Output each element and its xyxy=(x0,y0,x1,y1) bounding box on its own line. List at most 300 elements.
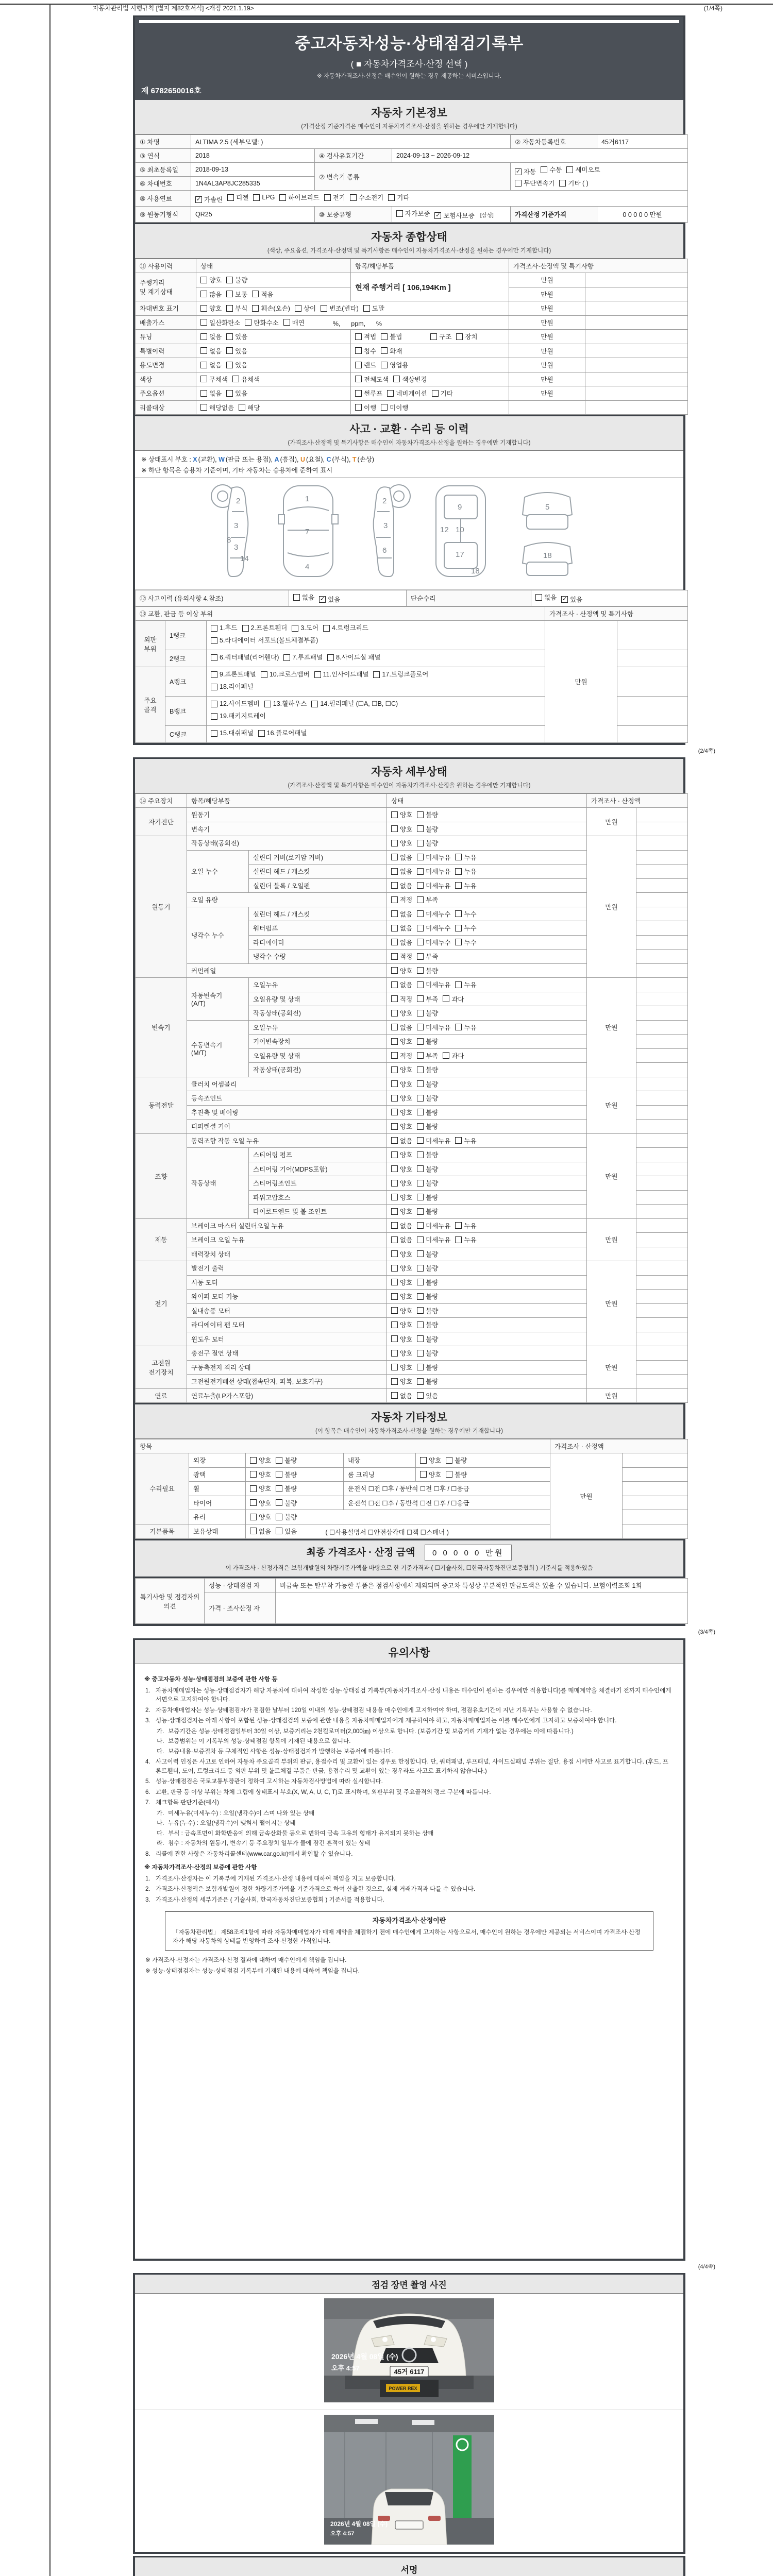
unchecked-checkbox-icon[interactable] xyxy=(430,333,437,340)
unchecked-checkbox-icon[interactable] xyxy=(417,1109,424,1115)
checkbox-option[interactable] xyxy=(391,1263,412,1273)
checkbox-option[interactable] xyxy=(283,652,323,663)
checkbox-option[interactable] xyxy=(391,1164,412,1174)
unchecked-checkbox-icon[interactable] xyxy=(393,376,400,382)
unchecked-checkbox-icon[interactable] xyxy=(417,1321,424,1328)
checkbox-option[interactable] xyxy=(200,360,222,369)
checkbox-option[interactable] xyxy=(420,1470,441,1479)
checkbox-option[interactable] xyxy=(446,1455,467,1465)
checkbox-option[interactable] xyxy=(295,303,316,313)
checked-checkbox-icon[interactable]: ✓ xyxy=(320,596,325,602)
checkbox-option[interactable] xyxy=(211,623,238,634)
checkbox-option[interactable] xyxy=(391,1334,412,1344)
checkbox-option[interactable] xyxy=(381,346,402,355)
checkbox-option[interactable] xyxy=(261,669,310,680)
unchecked-checkbox-icon[interactable] xyxy=(446,1457,452,1464)
unchecked-checkbox-icon[interactable] xyxy=(391,1052,398,1059)
checkbox-option[interactable] xyxy=(391,1093,412,1103)
unchecked-checkbox-icon[interactable] xyxy=(211,637,217,644)
checkbox-option[interactable] xyxy=(226,346,247,355)
checkbox-option[interactable] xyxy=(417,1164,438,1174)
checkbox-option[interactable] xyxy=(417,938,450,947)
unchecked-checkbox-icon[interactable] xyxy=(276,1514,282,1520)
checkbox-option[interactable] xyxy=(559,178,588,188)
unchecked-checkbox-icon[interactable] xyxy=(391,1307,398,1314)
unchecked-checkbox-icon[interactable] xyxy=(417,1265,424,1272)
unchecked-checkbox-icon[interactable] xyxy=(417,1010,424,1016)
checkbox-option[interactable] xyxy=(417,810,438,819)
checkbox-option[interactable] xyxy=(242,623,288,634)
unchecked-checkbox-icon[interactable] xyxy=(211,713,217,720)
checkbox-option[interactable] xyxy=(250,1527,271,1536)
checkbox-option[interactable] xyxy=(455,1235,476,1244)
unchecked-checkbox-icon[interactable] xyxy=(391,868,398,875)
checkbox-option[interactable] xyxy=(226,303,247,313)
checkbox-option[interactable] xyxy=(250,1455,271,1465)
checkbox-option[interactable] xyxy=(455,938,476,947)
checkbox-option[interactable] xyxy=(417,895,438,904)
unchecked-checkbox-icon[interactable] xyxy=(420,1471,427,1478)
checkbox-option[interactable] xyxy=(393,375,427,384)
unchecked-checkbox-icon[interactable] xyxy=(245,319,251,326)
checkbox-option[interactable] xyxy=(515,178,554,188)
checkbox-option[interactable] xyxy=(391,853,412,862)
unchecked-checkbox-icon[interactable] xyxy=(200,305,207,312)
unchecked-checkbox-icon[interactable] xyxy=(417,967,424,974)
checkbox-option[interactable] xyxy=(200,346,222,355)
unchecked-checkbox-icon[interactable] xyxy=(443,995,449,1002)
unchecked-checkbox-icon[interactable] xyxy=(276,1485,282,1492)
checkbox-option[interactable] xyxy=(417,1008,438,1018)
checkbox-option[interactable] xyxy=(391,952,412,961)
checkbox-option[interactable] xyxy=(226,290,247,299)
checkbox-option[interactable] xyxy=(258,728,307,739)
unchecked-checkbox-icon[interactable] xyxy=(417,1222,424,1229)
unchecked-checkbox-icon[interactable] xyxy=(200,404,207,411)
unchecked-checkbox-icon[interactable] xyxy=(391,981,398,988)
unchecked-checkbox-icon[interactable] xyxy=(226,277,233,283)
unchecked-checkbox-icon[interactable] xyxy=(363,305,370,312)
unchecked-checkbox-icon[interactable] xyxy=(391,1293,398,1300)
unchecked-checkbox-icon[interactable] xyxy=(455,1137,462,1144)
unchecked-checkbox-icon[interactable] xyxy=(417,1364,424,1370)
unchecked-checkbox-icon[interactable] xyxy=(420,1457,427,1464)
checkbox-option[interactable] xyxy=(446,1470,467,1479)
unchecked-checkbox-icon[interactable] xyxy=(355,404,362,411)
checkbox-option[interactable] xyxy=(327,652,380,663)
checkbox-option[interactable] xyxy=(200,318,240,327)
unchecked-checkbox-icon[interactable] xyxy=(417,995,424,1002)
checkbox-option[interactable] xyxy=(391,1306,412,1315)
unchecked-checkbox-icon[interactable] xyxy=(211,671,217,678)
unchecked-checkbox-icon[interactable] xyxy=(283,654,290,661)
unchecked-checkbox-icon[interactable] xyxy=(446,1471,452,1478)
unchecked-checkbox-icon[interactable] xyxy=(355,333,362,340)
checkbox-option[interactable] xyxy=(417,838,438,848)
unchecked-checkbox-icon[interactable] xyxy=(391,1151,398,1158)
unchecked-checkbox-icon[interactable] xyxy=(455,981,462,988)
checkbox-option[interactable] xyxy=(391,1221,412,1230)
unchecked-checkbox-icon[interactable] xyxy=(432,390,439,397)
unchecked-checkbox-icon[interactable] xyxy=(417,1038,424,1045)
unchecked-checkbox-icon[interactable] xyxy=(200,277,207,283)
unchecked-checkbox-icon[interactable] xyxy=(456,333,463,340)
unchecked-checkbox-icon[interactable] xyxy=(327,654,334,661)
checkbox-option[interactable] xyxy=(226,360,247,369)
unchecked-checkbox-icon[interactable] xyxy=(417,1307,424,1314)
checkbox-option[interactable] xyxy=(391,1150,412,1159)
checkbox-option[interactable] xyxy=(211,635,318,646)
checkbox-option[interactable] xyxy=(417,1221,450,1230)
unchecked-checkbox-icon[interactable] xyxy=(535,594,542,601)
checkbox-option[interactable] xyxy=(417,1108,438,1117)
checkbox-option[interactable] xyxy=(391,994,412,1004)
checkbox-option[interactable] xyxy=(391,1051,412,1060)
checkbox-option[interactable] xyxy=(391,810,412,819)
checkbox-option[interactable] xyxy=(391,1037,412,1046)
unchecked-checkbox-icon[interactable] xyxy=(417,840,424,846)
unchecked-checkbox-icon[interactable] xyxy=(242,625,249,632)
checkbox-option[interactable] xyxy=(252,303,290,313)
unchecked-checkbox-icon[interactable] xyxy=(455,1024,462,1030)
checkbox-option[interactable] xyxy=(432,388,453,398)
unchecked-checkbox-icon[interactable] xyxy=(226,333,233,340)
checkbox-option[interactable] xyxy=(350,193,383,202)
unchecked-checkbox-icon[interactable] xyxy=(391,1236,398,1243)
unchecked-checkbox-icon[interactable] xyxy=(417,896,424,903)
checkbox-option[interactable] xyxy=(417,853,450,862)
checkbox-option[interactable] xyxy=(391,923,412,933)
checkbox-option[interactable] xyxy=(566,165,600,174)
unchecked-checkbox-icon[interactable] xyxy=(417,1250,424,1257)
checkbox-option[interactable] xyxy=(391,1377,412,1386)
unchecked-checkbox-icon[interactable] xyxy=(391,1392,398,1399)
checkbox-option[interactable] xyxy=(276,1527,297,1536)
checkbox-option[interactable] xyxy=(535,592,557,602)
checkbox-option[interactable] xyxy=(391,895,412,904)
unchecked-checkbox-icon[interactable] xyxy=(239,404,245,411)
checkbox-option[interactable] xyxy=(430,332,451,341)
checkbox-option[interactable] xyxy=(391,867,412,876)
unchecked-checkbox-icon[interactable] xyxy=(292,625,298,632)
unchecked-checkbox-icon[interactable] xyxy=(417,1208,424,1215)
unchecked-checkbox-icon[interactable] xyxy=(417,1335,424,1342)
checkbox-option[interactable] xyxy=(264,699,307,709)
unchecked-checkbox-icon[interactable] xyxy=(200,362,207,368)
checkbox-option[interactable] xyxy=(391,1122,412,1131)
unchecked-checkbox-icon[interactable] xyxy=(252,291,259,297)
unchecked-checkbox-icon[interactable] xyxy=(455,1236,462,1243)
unchecked-checkbox-icon[interactable] xyxy=(417,1236,424,1243)
checked-checkbox-icon[interactable]: ✓ xyxy=(562,596,567,602)
unchecked-checkbox-icon[interactable] xyxy=(566,166,573,173)
unchecked-checkbox-icon[interactable] xyxy=(417,882,424,889)
unchecked-checkbox-icon[interactable] xyxy=(391,910,398,917)
checkbox-option[interactable] xyxy=(355,346,376,355)
checkbox-option[interactable] xyxy=(417,1320,438,1329)
unchecked-checkbox-icon[interactable] xyxy=(391,925,398,931)
checkbox-option[interactable] xyxy=(200,375,228,384)
unchecked-checkbox-icon[interactable] xyxy=(293,594,300,601)
checkbox-option[interactable] xyxy=(293,592,314,602)
checkbox-option[interactable] xyxy=(417,1348,438,1358)
checkbox-option[interactable] xyxy=(417,1178,438,1188)
checkbox-option[interactable] xyxy=(391,824,412,834)
checkbox-option[interactable] xyxy=(434,211,474,220)
checkbox-option[interactable] xyxy=(420,1455,441,1465)
unchecked-checkbox-icon[interactable] xyxy=(391,939,398,945)
checkbox-option[interactable] xyxy=(253,194,275,201)
checkbox-option[interactable] xyxy=(381,403,408,412)
unchecked-checkbox-icon[interactable] xyxy=(391,1137,398,1144)
checkbox-option[interactable] xyxy=(391,1363,412,1372)
checkbox-option[interactable] xyxy=(355,332,376,341)
checkbox-option[interactable] xyxy=(417,1193,438,1202)
checkbox-option[interactable] xyxy=(211,669,256,680)
unchecked-checkbox-icon[interactable] xyxy=(276,1471,282,1478)
checkbox-option[interactable] xyxy=(391,1320,412,1329)
unchecked-checkbox-icon[interactable] xyxy=(455,854,462,860)
unchecked-checkbox-icon[interactable] xyxy=(417,1024,424,1030)
checkbox-option[interactable] xyxy=(200,403,234,412)
unchecked-checkbox-icon[interactable] xyxy=(417,1123,424,1130)
checkbox-option[interactable] xyxy=(391,966,412,975)
checkbox-option[interactable] xyxy=(417,1334,438,1344)
unchecked-checkbox-icon[interactable] xyxy=(391,1222,398,1229)
unchecked-checkbox-icon[interactable] xyxy=(355,347,362,354)
unchecked-checkbox-icon[interactable] xyxy=(391,967,398,974)
unchecked-checkbox-icon[interactable] xyxy=(391,1378,398,1385)
checkbox-option[interactable] xyxy=(443,1051,464,1060)
unchecked-checkbox-icon[interactable] xyxy=(226,305,233,312)
checkbox-option[interactable] xyxy=(250,1484,271,1493)
unchecked-checkbox-icon[interactable] xyxy=(391,1024,398,1030)
unchecked-checkbox-icon[interactable] xyxy=(417,1279,424,1285)
checkbox-option[interactable] xyxy=(417,1136,450,1145)
unchecked-checkbox-icon[interactable] xyxy=(515,180,522,187)
unchecked-checkbox-icon[interactable] xyxy=(388,194,395,201)
checkbox-option[interactable] xyxy=(417,1093,438,1103)
unchecked-checkbox-icon[interactable] xyxy=(261,671,267,678)
checkbox-option[interactable] xyxy=(417,1306,438,1315)
unchecked-checkbox-icon[interactable] xyxy=(417,1392,424,1399)
unchecked-checkbox-icon[interactable] xyxy=(321,305,327,312)
unchecked-checkbox-icon[interactable] xyxy=(417,868,424,875)
unchecked-checkbox-icon[interactable] xyxy=(417,953,424,960)
unchecked-checkbox-icon[interactable] xyxy=(391,1165,398,1172)
checkbox-option[interactable] xyxy=(388,193,409,202)
checkbox-option[interactable] xyxy=(417,1278,438,1287)
checkbox-option[interactable] xyxy=(276,1470,297,1479)
unchecked-checkbox-icon[interactable] xyxy=(226,362,233,368)
unchecked-checkbox-icon[interactable] xyxy=(355,390,362,397)
unchecked-checkbox-icon[interactable] xyxy=(381,347,388,354)
checkbox-option[interactable] xyxy=(391,1278,412,1287)
checkbox-option[interactable] xyxy=(391,1023,412,1032)
checkbox-option[interactable] xyxy=(200,275,222,284)
unchecked-checkbox-icon[interactable] xyxy=(391,1321,398,1328)
checkbox-option[interactable] xyxy=(455,881,476,890)
checkbox-option[interactable] xyxy=(443,994,464,1004)
unchecked-checkbox-icon[interactable] xyxy=(295,305,301,312)
unchecked-checkbox-icon[interactable] xyxy=(417,981,424,988)
unchecked-checkbox-icon[interactable] xyxy=(373,671,380,678)
checkbox-option[interactable] xyxy=(417,923,450,933)
checkbox-option[interactable] xyxy=(391,1008,412,1018)
checkbox-option[interactable] xyxy=(200,290,222,299)
checkbox-option[interactable] xyxy=(417,1249,438,1259)
checkbox-option[interactable] xyxy=(455,1023,476,1032)
checkbox-option[interactable] xyxy=(396,209,430,218)
unchecked-checkbox-icon[interactable] xyxy=(226,347,233,354)
checkbox-option[interactable] xyxy=(417,1023,450,1032)
unchecked-checkbox-icon[interactable] xyxy=(381,404,388,411)
unchecked-checkbox-icon[interactable] xyxy=(391,995,398,1002)
unchecked-checkbox-icon[interactable] xyxy=(455,868,462,875)
unchecked-checkbox-icon[interactable] xyxy=(559,180,566,187)
unchecked-checkbox-icon[interactable] xyxy=(355,362,362,368)
unchecked-checkbox-icon[interactable] xyxy=(264,701,271,707)
unchecked-checkbox-icon[interactable] xyxy=(200,319,207,326)
unchecked-checkbox-icon[interactable] xyxy=(391,1194,398,1200)
checkbox-option[interactable] xyxy=(455,923,476,933)
unchecked-checkbox-icon[interactable] xyxy=(417,1293,424,1300)
checkbox-option[interactable] xyxy=(417,881,450,890)
checkbox-option[interactable] xyxy=(250,1512,271,1521)
checkbox-option[interactable] xyxy=(391,1178,412,1188)
checkbox-option[interactable] xyxy=(455,1136,476,1145)
unchecked-checkbox-icon[interactable] xyxy=(226,390,233,397)
unchecked-checkbox-icon[interactable] xyxy=(391,840,398,846)
unchecked-checkbox-icon[interactable] xyxy=(417,1194,424,1200)
unchecked-checkbox-icon[interactable] xyxy=(417,1066,424,1073)
unchecked-checkbox-icon[interactable] xyxy=(417,825,424,832)
unchecked-checkbox-icon[interactable] xyxy=(391,1250,398,1257)
unchecked-checkbox-icon[interactable] xyxy=(391,1010,398,1016)
unchecked-checkbox-icon[interactable] xyxy=(391,1335,398,1342)
checkbox-option[interactable] xyxy=(323,623,368,634)
checkbox-option[interactable] xyxy=(211,699,260,709)
unchecked-checkbox-icon[interactable] xyxy=(381,362,388,368)
unchecked-checkbox-icon[interactable] xyxy=(250,1457,257,1464)
checkbox-option[interactable] xyxy=(211,682,254,692)
checkbox-option[interactable] xyxy=(252,290,273,299)
unchecked-checkbox-icon[interactable] xyxy=(391,1109,398,1115)
checkbox-option[interactable] xyxy=(227,193,248,202)
checkbox-option[interactable] xyxy=(239,403,260,412)
checkbox-option[interactable] xyxy=(417,952,438,961)
checkbox-option[interactable] xyxy=(319,595,340,604)
checkbox-option[interactable] xyxy=(417,1377,438,1386)
unchecked-checkbox-icon[interactable] xyxy=(455,1222,462,1229)
unchecked-checkbox-icon[interactable] xyxy=(381,333,388,340)
checkbox-option[interactable] xyxy=(455,853,476,862)
unchecked-checkbox-icon[interactable] xyxy=(311,701,318,707)
unchecked-checkbox-icon[interactable] xyxy=(252,305,259,312)
checkbox-option[interactable] xyxy=(391,1108,412,1117)
unchecked-checkbox-icon[interactable] xyxy=(253,194,260,201)
checkbox-option[interactable] xyxy=(226,332,247,341)
unchecked-checkbox-icon[interactable] xyxy=(324,194,331,201)
checkbox-option[interactable] xyxy=(391,838,412,848)
unchecked-checkbox-icon[interactable] xyxy=(279,194,286,201)
unchecked-checkbox-icon[interactable] xyxy=(417,1378,424,1385)
checkbox-option[interactable] xyxy=(355,403,376,412)
unchecked-checkbox-icon[interactable] xyxy=(211,654,217,661)
unchecked-checkbox-icon[interactable] xyxy=(276,1457,282,1464)
unchecked-checkbox-icon[interactable] xyxy=(211,625,217,632)
unchecked-checkbox-icon[interactable] xyxy=(200,291,207,297)
unchecked-checkbox-icon[interactable] xyxy=(417,854,424,860)
unchecked-checkbox-icon[interactable] xyxy=(250,1499,257,1506)
checkbox-option[interactable] xyxy=(417,1292,438,1301)
unchecked-checkbox-icon[interactable] xyxy=(455,882,462,889)
checkbox-option[interactable] xyxy=(311,699,398,709)
checked-checkbox-icon[interactable]: ✓ xyxy=(435,212,441,218)
unchecked-checkbox-icon[interactable] xyxy=(276,1528,282,1534)
checkbox-option[interactable] xyxy=(250,1470,271,1479)
checkbox-option[interactable] xyxy=(417,867,450,876)
checkbox-option[interactable] xyxy=(391,1235,412,1244)
checkbox-option[interactable] xyxy=(200,388,222,398)
unchecked-checkbox-icon[interactable] xyxy=(391,1095,398,1101)
unchecked-checkbox-icon[interactable] xyxy=(391,1364,398,1370)
unchecked-checkbox-icon[interactable] xyxy=(387,390,394,397)
unchecked-checkbox-icon[interactable] xyxy=(417,1151,424,1158)
checkbox-option[interactable] xyxy=(417,994,438,1004)
checkbox-option[interactable] xyxy=(200,303,222,313)
unchecked-checkbox-icon[interactable] xyxy=(391,896,398,903)
unchecked-checkbox-icon[interactable] xyxy=(391,1350,398,1357)
checkbox-option[interactable] xyxy=(226,275,247,284)
checkbox-option[interactable] xyxy=(391,1079,412,1089)
unchecked-checkbox-icon[interactable] xyxy=(391,1038,398,1045)
unchecked-checkbox-icon[interactable] xyxy=(391,882,398,889)
checkbox-option[interactable] xyxy=(391,881,412,890)
unchecked-checkbox-icon[interactable] xyxy=(391,811,398,818)
unchecked-checkbox-icon[interactable] xyxy=(200,390,207,397)
checkbox-option[interactable] xyxy=(355,360,376,369)
checkbox-option[interactable] xyxy=(417,1122,438,1131)
unchecked-checkbox-icon[interactable] xyxy=(323,625,330,632)
unchecked-checkbox-icon[interactable] xyxy=(211,684,217,690)
unchecked-checkbox-icon[interactable] xyxy=(391,1123,398,1130)
unchecked-checkbox-icon[interactable] xyxy=(355,376,362,382)
checkbox-option[interactable] xyxy=(373,669,428,680)
checkbox-option[interactable] xyxy=(363,303,384,313)
checkbox-option[interactable] xyxy=(381,360,408,369)
unchecked-checkbox-icon[interactable] xyxy=(227,194,234,201)
unchecked-checkbox-icon[interactable] xyxy=(391,1080,398,1087)
checkbox-option[interactable] xyxy=(314,669,369,680)
unchecked-checkbox-icon[interactable] xyxy=(250,1514,257,1520)
unchecked-checkbox-icon[interactable] xyxy=(417,1180,424,1187)
checkbox-option[interactable] xyxy=(355,375,389,384)
checkbox-option[interactable] xyxy=(200,332,222,341)
unchecked-checkbox-icon[interactable] xyxy=(443,1052,449,1059)
checkbox-option[interactable] xyxy=(561,595,582,604)
unchecked-checkbox-icon[interactable] xyxy=(417,1052,424,1059)
checkbox-option[interactable] xyxy=(283,318,305,327)
checkbox-option[interactable] xyxy=(417,1391,438,1400)
checkbox-option[interactable] xyxy=(276,1455,297,1465)
checkbox-option[interactable] xyxy=(245,318,278,327)
checkbox-option[interactable] xyxy=(211,728,254,739)
checkbox-option[interactable] xyxy=(391,1207,412,1216)
checkbox-option[interactable] xyxy=(456,332,477,341)
checkbox-option[interactable] xyxy=(417,1207,438,1216)
checkbox-option[interactable] xyxy=(276,1484,297,1493)
